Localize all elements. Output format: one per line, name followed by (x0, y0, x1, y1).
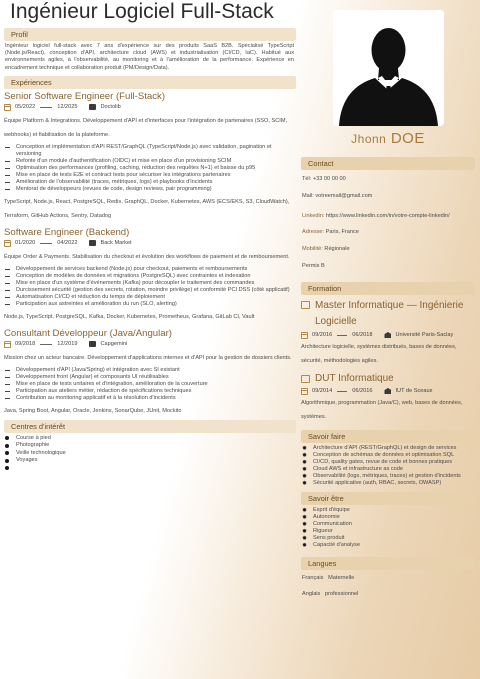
job-bullets (4, 266, 296, 308)
job-item (4, 91, 296, 223)
list-item: ✹ Esprit d'équipe (301, 507, 475, 514)
job-end: 12/2025 (57, 104, 78, 111)
job-meta (4, 340, 296, 349)
list-item: Mise en place de tests unitaires et d'intégration, amélioration de la couverture (4, 381, 296, 388)
list-item: Participation aux astreintes et amélioration du run (SLO, alerting) (4, 301, 296, 308)
list-item: Amélioration de l'observabilité (traces, métriques, logs) et playbooks d'incidents (4, 179, 296, 186)
list-item: Conception de modèles de données et migrations (PostgreSQL) avec contraintes et indexation (4, 273, 296, 280)
last-name: DOE (390, 130, 425, 147)
calendar-icon (301, 332, 308, 339)
list-item: ✹ CI/CD, quality gates, revue de code et bonnes pratiques (301, 459, 475, 466)
right-column (301, 157, 475, 598)
skills-heading: Savoir faire (301, 430, 475, 443)
education-desc: Algorithmique, programmation (Java/C), web, bases de données, systèmes. (301, 400, 463, 420)
list-item: Optimisation des performances (profiling, caching, réduction des requêtes N+1) et baisse du p95 (4, 165, 296, 172)
job-meta (4, 103, 296, 112)
calendar-icon (4, 104, 11, 111)
page-title: Ingénieur Logiciel Full-Stack (10, 0, 274, 23)
job-item (4, 227, 296, 324)
job-title: Senior Software Engineer (Full-Stack) (4, 90, 166, 102)
list-item: ✹ Architecture d'API (REST/GraphQL) et design de services (301, 445, 475, 452)
job-stack: Node.js, TypeScript, PostgreSQL, Kafka, Docker, Kubernetes, Prometheus, Grafana, GitLab CI, Vault (4, 313, 255, 320)
contact-linkedin[interactable]: Linkedin: https://www.linkedin.com/in/votre-compte-linkedin/ (302, 213, 450, 219)
contact-mail[interactable]: Mail: votreemail@gmail.com (302, 193, 373, 199)
job-company: Doctolib (100, 104, 121, 111)
job-stack: TypeScript, Node.js, React, PostgreSQL, Redis, GraphQL, Docker, Kubernetes, AWS (ECS/EKS, S3, CloudWatch), Terraform, GitHub Actions, Sentry, Datadog (4, 198, 290, 219)
list-item: Mise en place d'un système d'événements (Kafka) pour découpler le traitement des commandes (4, 280, 296, 287)
list-item: Refonte d'un module d'authentification (OIDC) et mise en place d'un provisioning SCIM (4, 158, 296, 165)
list-item: Course à pied (4, 435, 296, 442)
job-company: Capgemini (100, 341, 128, 348)
job-bullets (4, 367, 296, 402)
job-end: 12/2019 (57, 341, 78, 348)
list-item: ✹ Sécurité applicative (auth, RBAC, secrets, OWASP) (301, 480, 475, 487)
education-title: Master Informatique — Ingénierie Logicielle (301, 298, 475, 330)
job-item (4, 328, 296, 418)
briefcase-icon (89, 240, 96, 246)
job-summary: Mission chez un acteur bancaire. Développement d'applications internes et d'API pour la gestion de dossiers clients. (4, 354, 292, 361)
list-item: Participation aux ateliers métier, rédaction de spécifications techniques (4, 388, 296, 395)
education-desc: Architecture logicielle, systèmes distribués, bases de données, sécurité, méthodologies agiles. (301, 344, 457, 364)
job-start: 01/2020 (15, 240, 36, 247)
list-item: Automatisation CI/CD et réduction du temps de déploiement (4, 294, 296, 301)
languages-list (301, 575, 475, 598)
date-separator (40, 107, 52, 108)
list-item: ✹ Rigueur (301, 528, 475, 535)
list-item: ✹ Conception de schémas de données et optimisation SQL (301, 452, 475, 459)
interests-list (4, 435, 296, 472)
date-separator (337, 335, 347, 336)
job-stack: Java, Spring Boot, Angular, Oracle, Jenkins, SonarQube, JUnit, Mockito (4, 407, 182, 414)
list-item: Durcissement sécurité (gestion des secrets, rotation, moindre privilège) et conformité PCI DSS (côté applicatif) (4, 287, 296, 294)
job-title: Consultant Développeur (Java/Angular) (4, 327, 172, 339)
date-separator (337, 391, 347, 392)
education-meta: 09/2016 06/2018 Université Paris-Saclay (301, 330, 475, 340)
university-icon (384, 388, 391, 394)
list-item: Mentorat de développeurs (revues de code, design reviews, pair programming) (4, 186, 296, 193)
list-item (4, 464, 296, 471)
list-item: ✹ Cloud AWS et infrastructure as code (301, 466, 475, 473)
qualities-list (301, 507, 475, 549)
list-item: ✹ Autonomie (301, 514, 475, 521)
list-item: ✹ Capacité d'analyse (301, 542, 475, 549)
education-meta: 09/2014 06/2016 IUT de Sceaux (301, 386, 475, 396)
profile-text: Ingénieur logiciel full-stack avec 7 ans d'expérience sur des produits SaaS B2B. Spécialisé TypeScript (Node.js/React), conception d'API, architecture cloud (AWS) et industrialisation (CI/CD, IaC). Habitué aux environnements agiles, à l'observabilité, au monitoring et à l'amélioration de la performance. Expérience en encadrement technique et collaboration produit (PM/Design/Data). (5, 43, 294, 71)
contact-block (301, 176, 475, 270)
person-silhouette-icon (333, 10, 444, 126)
qualities-heading: Savoir être (301, 492, 475, 505)
education-heading: Formation (301, 282, 475, 295)
contact-license: Permis B (302, 263, 325, 269)
list-item: Mise en place de tests E2E et contract tests pour sécuriser les intégrations partenaires (4, 172, 296, 179)
list-item: ✹ Observabilité (logs, métriques, traces) et gestion d'incidents (301, 473, 475, 480)
language-item: Anglais professionnel (302, 591, 359, 597)
job-end: 04/2022 (57, 240, 78, 247)
list-item: Développement de services backend (Node.js) pour checkout, paiements et remboursements (4, 266, 296, 273)
skills-list (301, 445, 475, 487)
left-column (4, 28, 296, 472)
education-title: DUT Informatique (301, 372, 475, 386)
first-name: Jhonn (351, 132, 387, 146)
contact-heading: Contact (301, 157, 475, 170)
interests-heading: Centres d'intérêt (4, 420, 296, 433)
university-icon (384, 332, 391, 338)
job-bullets (4, 144, 296, 193)
language-item: Français Maternelle (302, 575, 355, 581)
graduation-cap-icon (301, 301, 310, 309)
calendar-icon (4, 240, 11, 247)
list-item: Développement front (Angular) et composants UI réutilisables (4, 374, 296, 381)
education-item (301, 298, 475, 368)
contact-address: Adresse: Paris, France (302, 229, 359, 235)
job-title: Software Engineer (Backend) (4, 226, 130, 238)
contact-phone: Tél: +33 00 00 00 (302, 176, 346, 182)
graduation-cap-icon (301, 375, 310, 383)
briefcase-icon (89, 104, 96, 110)
contact-mobility: Mobilité: Régionale (302, 246, 350, 252)
job-meta (4, 239, 296, 248)
job-start: 09/2018 (15, 341, 36, 348)
candidate-name (301, 130, 475, 148)
profile-heading: Profil (4, 28, 296, 41)
briefcase-icon (89, 341, 96, 347)
job-start: 05/2022 (15, 104, 36, 111)
list-item: Conception et implémentation d'API REST/GraphQL (TypeScript/Node.js) avec validation, pagination et versioning (4, 144, 296, 158)
job-company: Back Market (100, 240, 132, 247)
date-separator (40, 243, 52, 244)
languages-heading: Langues (301, 557, 475, 570)
list-item: Photographie (4, 442, 296, 449)
education-item (301, 372, 475, 424)
job-summary: Équipe Platform & Integrations. Développement d'API et d'interfaces pour l'intégration de partenaires (SSO, SCIM, webhooks) et fiabilisation de la plateforme. (4, 117, 288, 138)
job-summary: Équipe Order & Payments. Stabilisation du checkout et évolution des workflows de paiement et de remboursement. (4, 253, 290, 260)
calendar-icon (4, 341, 11, 348)
experience-heading: Expériences (4, 76, 296, 89)
profile-photo (333, 10, 444, 126)
date-separator (40, 344, 52, 345)
list-item: Contribution au monitoring applicatif et à la résolution d'incidents (4, 395, 296, 402)
list-item: Voyages (4, 457, 296, 464)
list-item: Veille technologique (4, 450, 296, 457)
list-item: ✹ Communication (301, 521, 475, 528)
calendar-icon (301, 388, 308, 395)
list-item: ✹ Sens produit (301, 535, 475, 542)
list-item: Développement d'API (Java/Spring) et intégration avec SI existant (4, 367, 296, 374)
